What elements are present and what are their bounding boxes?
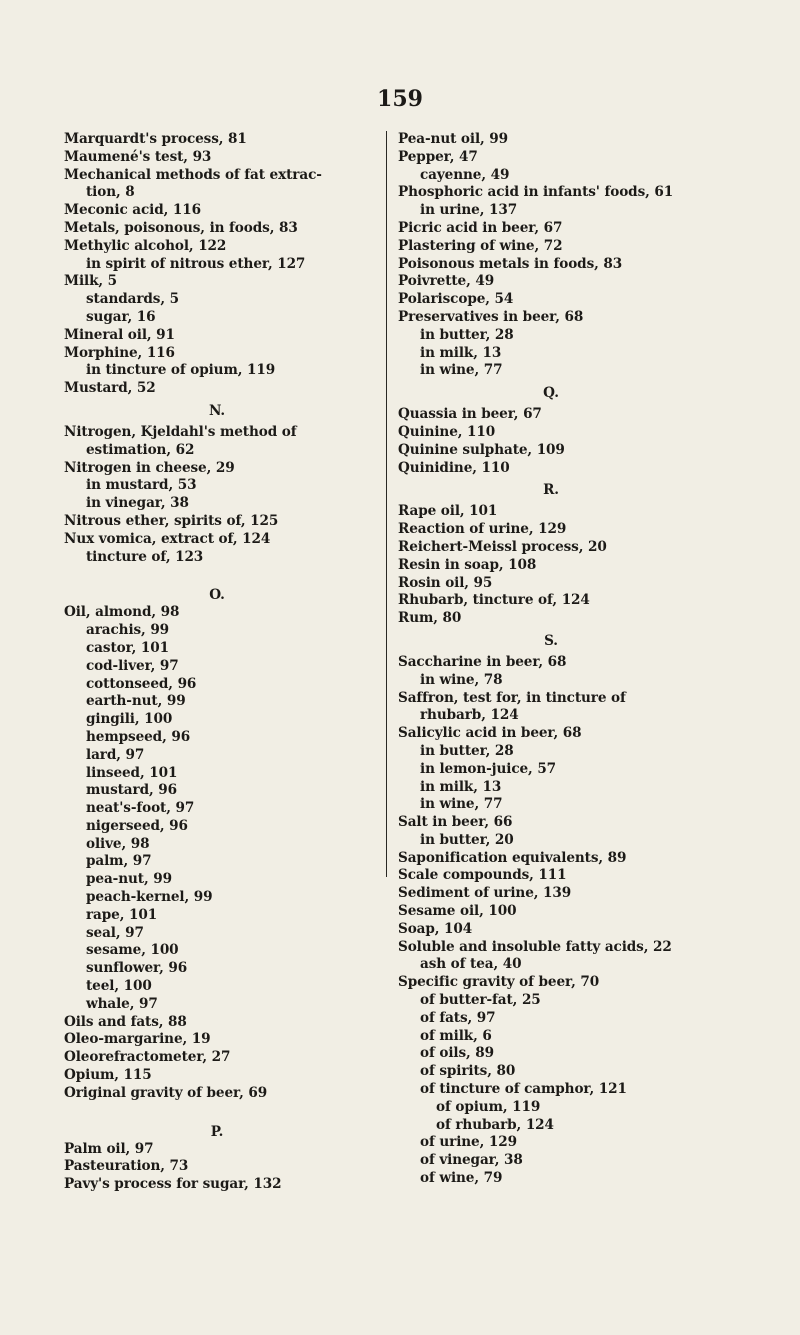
index-subentry: rape, 101	[86, 906, 158, 923]
index-subentry: linseed, 101	[86, 764, 178, 781]
section-letter: O.	[209, 587, 225, 604]
index-subentry: in butter, 20	[420, 831, 514, 848]
index-entry: Quinine sulphate, 109	[398, 441, 565, 458]
index-entry: Polariscope, 54	[398, 291, 514, 308]
index-subentry: of milk, 6	[420, 1027, 492, 1044]
index-entry: Morphine, 116	[64, 344, 175, 361]
index-subentry: of fats, 97	[420, 1009, 496, 1026]
index-subentry: in milk, 13	[420, 778, 502, 795]
index-subentry: in urine, 137	[420, 202, 518, 219]
index-entry: Metals, poisonous, in foods, 83	[64, 219, 298, 236]
index-entry: Plastering of wine, 72	[398, 237, 563, 254]
index-entry: Reaction of urine, 129	[398, 521, 567, 538]
index-entry: Reichert-Meissl process, 20	[398, 538, 607, 555]
index-entry: Methylic alcohol, 122	[64, 237, 227, 254]
index-entry: Nitrogen, Kjeldahl's method of	[64, 423, 297, 440]
index-subentry: of vinegar, 38	[420, 1152, 523, 1169]
index-subentry: of opium, 119	[436, 1098, 541, 1115]
index-subentry: of rhubarb, 124	[436, 1116, 554, 1133]
index-subentry: palm, 97	[86, 853, 152, 870]
index-subentry: rhubarb, 124	[420, 707, 519, 724]
index-subentry: whale, 97	[86, 995, 158, 1012]
index-subentry: nigerseed, 96	[86, 817, 188, 834]
index-subentry: of butter-fat, 25	[420, 992, 541, 1009]
index-entry: Saponification equivalents, 89	[398, 849, 627, 866]
index-subentry: hempseed, 96	[86, 728, 191, 745]
index-subentry: of urine, 129	[420, 1134, 517, 1151]
index-entry: Oleo-margarine, 19	[64, 1031, 211, 1048]
section-letter: R.	[543, 482, 559, 499]
index-entry: Opium, 115	[64, 1067, 152, 1084]
index-entry: Marquardt's process, 81	[64, 131, 247, 147]
index-subentry: of spirits, 80	[420, 1063, 516, 1080]
index-entry: Pavy's process for sugar, 132	[64, 1176, 282, 1193]
index-subentry: in wine, 77	[420, 362, 503, 379]
index-subentry: castor, 101	[86, 639, 169, 656]
index-entry: Pea-nut oil, 99	[398, 131, 509, 147]
index-entry: Mineral oil, 91	[64, 326, 175, 343]
index-entry: Quinine, 110	[398, 423, 496, 440]
index-entry: Original gravity of beer, 69	[64, 1084, 268, 1101]
index-entry: Oil, almond, 98	[64, 604, 180, 621]
column-divider	[386, 131, 387, 877]
page-number: 159	[377, 86, 423, 112]
section-letter: Q.	[543, 385, 559, 402]
index-subentry: sunflower, 96	[86, 960, 188, 977]
index-entry: Specific gravity of beer, 70	[398, 974, 600, 991]
index-entry: Nitrous ether, spirits of, 125	[64, 512, 279, 529]
section-letter: S.	[544, 632, 558, 649]
index-entry: Oleorefractometer, 27	[64, 1049, 231, 1066]
index-subentry: of wine, 79	[420, 1170, 503, 1187]
index-entry: Quassia in beer, 67	[398, 406, 542, 423]
index-entry: Milk, 5	[64, 273, 118, 290]
index-subentry: arachis, 99	[86, 622, 170, 639]
index-entry: Rum, 80	[398, 610, 462, 627]
index-entry: Rhubarb, tincture of, 124	[398, 592, 590, 609]
index-entry: Picric acid in beer, 67	[398, 219, 563, 236]
index-subentry: in butter, 28	[420, 326, 514, 343]
index-entry: Poivrette, 49	[398, 273, 495, 290]
index-entry: Preservatives in beer, 68	[398, 308, 584, 325]
index-subentry: tion, 8	[86, 184, 135, 201]
index-subentry: in wine, 78	[420, 671, 503, 688]
index-subentry: gingili, 100	[86, 711, 173, 728]
index-entry: Maumené's test, 93	[64, 148, 212, 165]
index-entry: Nitrogen in cheese, 29	[64, 459, 235, 476]
index-entry: Saffron, test for, in tincture of	[398, 689, 626, 706]
index-entry: Soluble and insoluble fatty acids, 22	[398, 938, 672, 955]
index-entry: Poisonous metals in foods, 83	[398, 255, 623, 272]
index-subentry: neat's-foot, 97	[86, 800, 195, 817]
section-letter: P.	[210, 1123, 224, 1140]
index-column-left	[64, 131, 370, 1194]
index-subentry: standards, 5	[86, 291, 179, 308]
index-subentry: cod-liver, 97	[86, 657, 179, 674]
index-entry: Soap, 104	[398, 920, 473, 937]
index-subentry: ash of tea, 40	[420, 956, 522, 973]
index-subentry: earth-nut, 99	[86, 693, 186, 710]
index-entry: Rape oil, 101	[398, 503, 498, 520]
index-entry: Rosin oil, 95	[398, 574, 493, 591]
index-entry: Palm oil, 97	[64, 1140, 154, 1157]
index-entry: Quinidine, 110	[398, 459, 510, 476]
index-subentry: mustard, 96	[86, 782, 177, 799]
index-entry: Pepper, 47	[398, 148, 478, 165]
index-entry: Scale compounds, 111	[398, 867, 567, 884]
index-subentry: in butter, 28	[420, 742, 514, 759]
index-subentry: in tincture of opium, 119	[86, 362, 276, 379]
index-subentry: seal, 97	[86, 924, 144, 941]
index-subentry: teel, 100	[86, 978, 152, 995]
index-subentry: peach-kernel, 99	[86, 889, 213, 906]
index-entry: Sediment of urine, 139	[398, 885, 572, 902]
index-column-right	[398, 131, 704, 1188]
index-subentry: estimation, 62	[86, 441, 195, 458]
index-subentry: sugar, 16	[86, 308, 156, 325]
index-subentry: in lemon-juice, 57	[420, 760, 557, 777]
section-letter: N.	[208, 402, 226, 419]
index-subentry: in milk, 13	[420, 344, 502, 361]
index-subentry: sesame, 100	[86, 942, 179, 959]
index-subentry: in vinegar, 38	[86, 495, 189, 512]
index-entry: Mustard, 52	[64, 380, 156, 397]
index-subentry: cayenne, 49	[420, 166, 510, 183]
index-subentry: in spirit of nitrous ether, 127	[86, 255, 306, 272]
index-subentry: cottonseed, 96	[86, 675, 197, 692]
index-entry: Saccharine in beer, 68	[398, 653, 567, 670]
index-entry: Phosphoric acid in infants' foods, 61	[398, 184, 674, 201]
index-entry: Resin in soap, 108	[398, 556, 537, 573]
index-subentry: pea-nut, 99	[86, 871, 172, 888]
index-subentry: in mustard, 53	[86, 477, 197, 494]
index-entry: Oils and fats, 88	[64, 1013, 187, 1030]
index-entry: Meconic acid, 116	[64, 202, 201, 219]
index-subentry: tincture of, 123	[86, 548, 204, 565]
index-entry: Salicylic acid in beer, 68	[398, 725, 582, 742]
index-entry: Pasteuration, 73	[64, 1158, 189, 1175]
index-entry: Mechanical methods of fat extrac-	[64, 166, 322, 183]
index-subentry: olive, 98	[86, 835, 150, 852]
index-entry: Nux vomica, extract of, 124	[64, 530, 271, 547]
index-subentry: of tincture of camphor, 121	[420, 1081, 627, 1098]
index-subentry: of oils, 89	[420, 1045, 494, 1062]
index-subentry: lard, 97	[86, 746, 145, 763]
index-entry: Sesame oil, 100	[398, 903, 517, 920]
index-subentry: in wine, 77	[420, 796, 503, 813]
index-entry: Salt in beer, 66	[398, 814, 513, 831]
